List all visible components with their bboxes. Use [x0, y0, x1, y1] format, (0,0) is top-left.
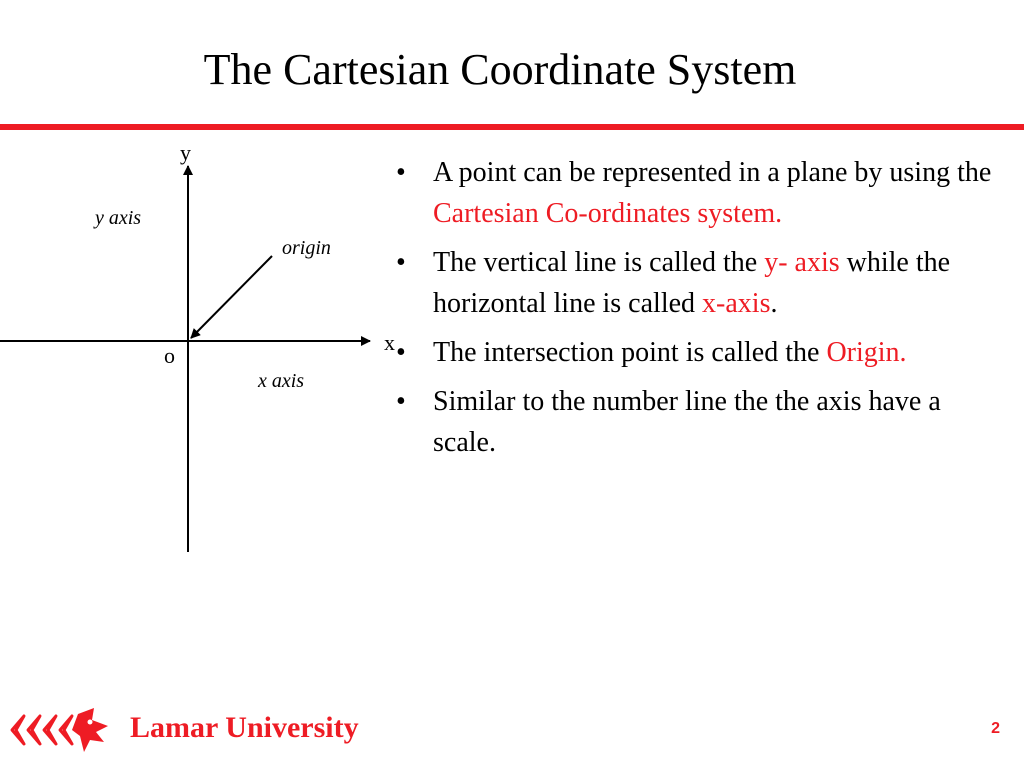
bullet-text: Similar to the number line the the axis have a scale.: [433, 386, 941, 458]
origin-pointer-arrow: [191, 256, 272, 338]
y-axis-label: y axis: [95, 207, 142, 229]
highlighted-term: x-axis: [702, 288, 771, 319]
cardinal-bird-logo-icon: [8, 700, 118, 760]
bullet-dot-icon: •: [396, 386, 406, 417]
origin-label: origin: [282, 237, 331, 259]
bullet-text: .: [770, 288, 778, 319]
highlighted-term: Cartesian Co-ordinates system.: [433, 198, 783, 229]
bullet-item: [392, 332, 992, 373]
page-number: 2: [991, 720, 1000, 737]
university-name: Lamar University: [130, 711, 359, 744]
bullet-list: [392, 152, 992, 471]
slide-title: The Cartesian Coordinate System: [203, 45, 797, 94]
bullet-item: [392, 381, 992, 463]
bullet-dot-icon: •: [396, 337, 406, 368]
highlighted-term: y- axis: [764, 247, 840, 278]
bullet-item: [392, 242, 992, 324]
bullet-text: while the horizontal line is called: [433, 247, 951, 319]
bullet-dot-icon: •: [396, 157, 406, 188]
x-letter: x: [384, 330, 395, 355]
origin-letter: o: [164, 343, 175, 368]
highlighted-term: Origin.: [826, 337, 907, 368]
bullet-text: The intersection point is called the: [433, 337, 827, 368]
x-axis-label: x axis: [258, 370, 305, 392]
coordinate-diagram: [0, 130, 395, 560]
bullet-dot-icon: •: [396, 247, 406, 278]
bullet-text: The vertical line is called the: [433, 247, 765, 278]
bullet-item: [392, 152, 992, 234]
bullet-text: A point can be represented in a plane by using the: [433, 157, 992, 188]
y-letter: y: [180, 140, 191, 165]
